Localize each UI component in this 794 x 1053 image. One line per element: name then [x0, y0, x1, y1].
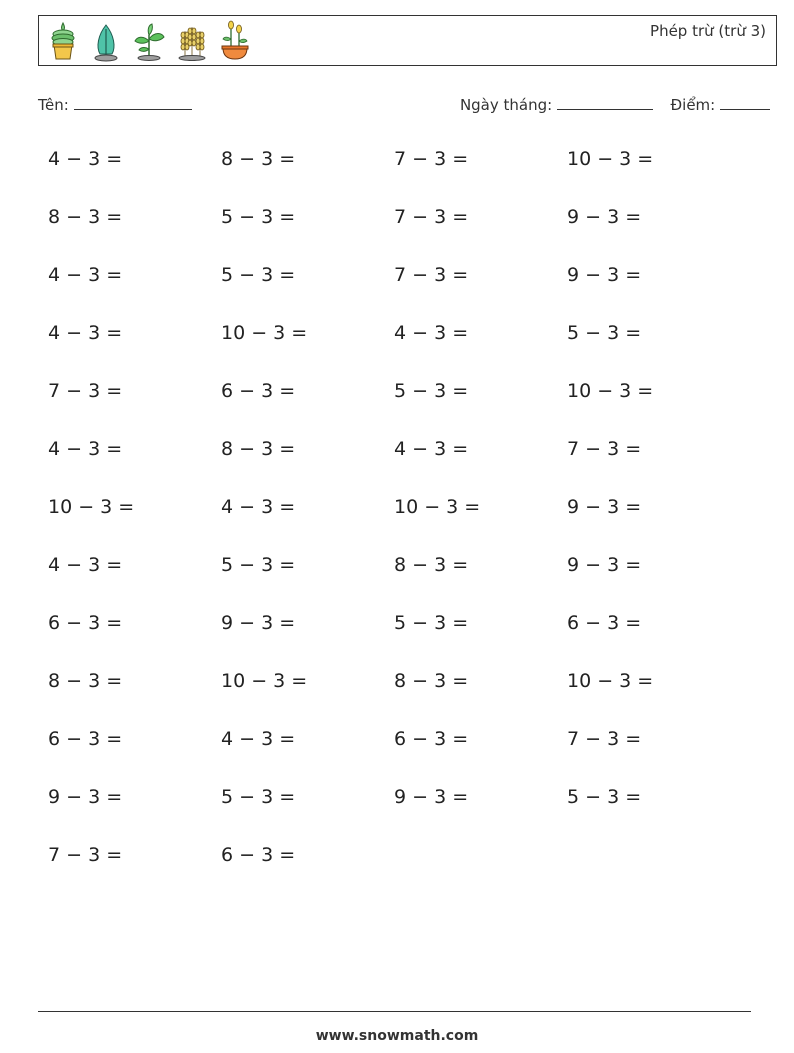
problem-item: 4 − 3 = — [48, 264, 123, 286]
problem-item: 8 − 3 = — [48, 206, 123, 228]
problem-item: 10 − 3 = — [221, 322, 308, 344]
footer-divider — [38, 1011, 751, 1012]
problem-item: 10 − 3 = — [221, 670, 308, 692]
problem-item: 10 − 3 = — [48, 496, 135, 518]
problem-item: 5 − 3 = — [221, 206, 296, 228]
problem-item: 4 − 3 = — [394, 322, 469, 344]
problem-item: 7 − 3 = — [48, 844, 123, 866]
problem-item: 8 − 3 = — [221, 438, 296, 460]
problem-item: 10 − 3 = — [394, 496, 481, 518]
problem-item: 6 − 3 = — [221, 380, 296, 402]
problem-item: 6 − 3 = — [567, 612, 642, 634]
problem-item: 6 − 3 = — [48, 612, 123, 634]
name-label: Tên: — [38, 96, 69, 114]
problem-item: 4 − 3 = — [48, 322, 123, 344]
problem-item: 8 − 3 = — [394, 554, 469, 576]
problem-item: 4 − 3 = — [48, 148, 123, 170]
problem-item: 6 − 3 = — [221, 844, 296, 866]
problem-item: 8 − 3 = — [221, 148, 296, 170]
problem-item: 9 − 3 = — [567, 496, 642, 518]
problem-item: 6 − 3 = — [394, 728, 469, 750]
problem-item: 9 − 3 = — [567, 554, 642, 576]
problem-item: 8 − 3 = — [48, 670, 123, 692]
problem-item: 7 − 3 = — [48, 380, 123, 402]
problem-item: 9 − 3 = — [394, 786, 469, 808]
problem-item: 5 − 3 = — [221, 554, 296, 576]
problem-item: 5 − 3 = — [567, 322, 642, 344]
footer-url: www.snowmath.com — [315, 1028, 479, 1044]
problem-item: 10 − 3 = — [567, 670, 654, 692]
problem-item: 4 − 3 = — [221, 496, 296, 518]
problem-item: 9 − 3 = — [567, 264, 642, 286]
problem-item: 6 − 3 = — [48, 728, 123, 750]
problem-item: 9 − 3 = — [221, 612, 296, 634]
problem-item: 4 − 3 = — [394, 438, 469, 460]
problem-item: 8 − 3 = — [394, 670, 469, 692]
problem-item: 7 − 3 = — [394, 206, 469, 228]
problem-item: 10 − 3 = — [567, 148, 654, 170]
date-label: Ngày tháng: — [459, 96, 553, 114]
problem-item: 5 − 3 = — [221, 786, 296, 808]
score-label: Điểm: — [670, 96, 716, 114]
problem-item: 9 − 3 = — [567, 206, 642, 228]
problem-item: 7 − 3 = — [394, 264, 469, 286]
problem-item: 7 − 3 = — [567, 728, 642, 750]
problem-item: 5 − 3 = — [394, 612, 469, 634]
problem-item: 4 − 3 = — [48, 438, 123, 460]
problem-item: 7 − 3 = — [567, 438, 642, 460]
problem-item: 4 − 3 = — [48, 554, 123, 576]
problem-item: 9 − 3 = — [48, 786, 123, 808]
problem-item: 4 − 3 = — [221, 728, 296, 750]
worksheet-title: Phép trừ (trừ 3) — [650, 22, 766, 40]
problem-item: 10 − 3 = — [567, 380, 654, 402]
problem-item: 5 − 3 = — [394, 380, 469, 402]
problem-item: 5 − 3 = — [567, 786, 642, 808]
problem-item: 7 − 3 = — [394, 148, 469, 170]
problem-item: 5 − 3 = — [221, 264, 296, 286]
